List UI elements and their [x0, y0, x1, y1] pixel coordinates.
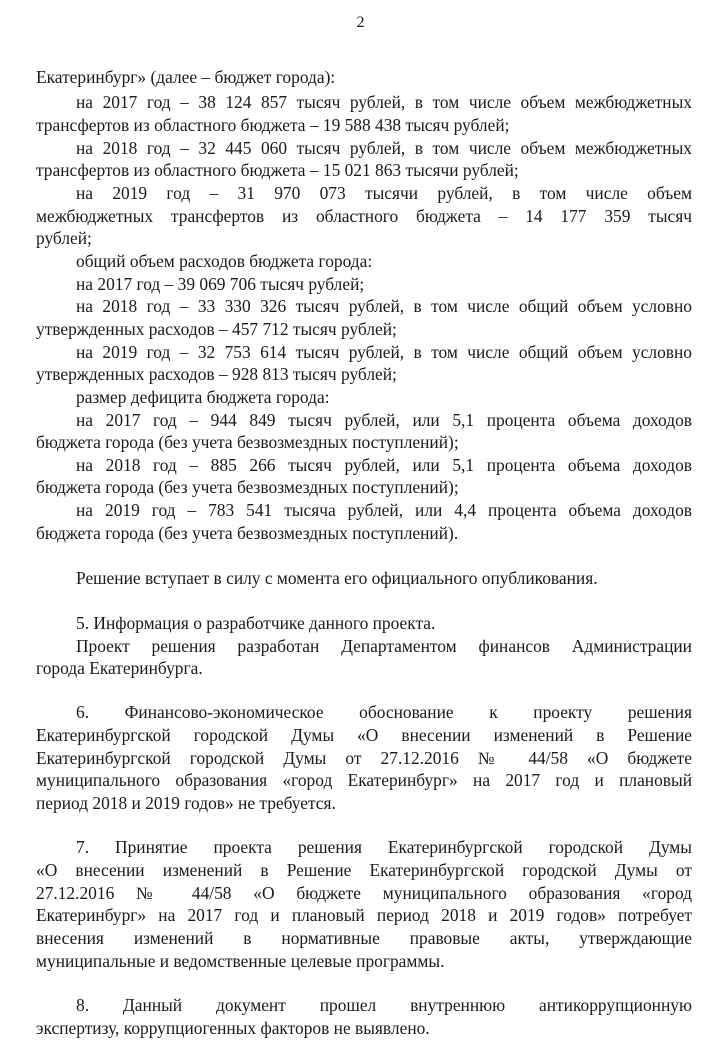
text-line: внесения изменений в нормативные правовые акты, утверждающие — [36, 928, 692, 948]
text-line: утвержденных расходов – 457 712 тысяч рублей; — [36, 319, 397, 339]
text-line: 8. Данный документ прошел внутреннюю антикоррупционную — [76, 995, 692, 1015]
text-line: Решение вступает в силу с момента его официального опубликования. — [76, 568, 598, 588]
text-line: Екатеринбург» (далее – бюджет города): — [36, 67, 336, 87]
text-line: Екатеринбургской городской Думы от 27.12.2016 № 44/58 «О бюджете — [36, 748, 692, 768]
text-line: муниципальные и ведомственные целевые программы. — [36, 951, 445, 971]
text-line: на 2017 год – 944 849 тысяч рублей, или 5,1 процента объема доходов — [76, 410, 692, 430]
text-line: период 2018 и 2019 годов» не требуется. — [36, 793, 336, 813]
text-line: на 2019 год – 31 970 073 тысячи рублей, в том числе объем — [76, 183, 692, 203]
text-line: на 2017 год – 39 069 706 тысяч рублей; — [76, 274, 365, 294]
text-line: межбюджетных трансфертов из областного бюджета – 14 177 359 тысяч — [36, 206, 692, 226]
text-line: Екатеринбург» на 2017 год и плановый период 2018 и 2019 годов» потребует — [36, 905, 692, 925]
text-line: на 2019 год – 783 541 тысяча рублей, или 4,4 процента объема доходов — [76, 500, 692, 520]
text-line: 7. Принятие проекта решения Екатеринбургской городской Думы — [76, 837, 692, 857]
text-line: утвержденных расходов – 928 813 тысяч рублей; — [36, 364, 397, 384]
text-line: на 2018 год – 885 266 тысяч рублей, или 5,1 процента объема доходов — [76, 455, 692, 475]
text-line: на 2018 год – 33 330 326 тысяч рублей, в том числе общий объем условно — [76, 296, 692, 316]
text-line: размер дефицита бюджета города: — [76, 387, 330, 407]
text-line: муниципального образования «город Екатеринбург» на 2017 год и плановый — [36, 770, 692, 790]
text-line: трансфертов из областного бюджета – 19 588 438 тысяч рублей; — [36, 115, 510, 135]
text-line: 27.12.2016 № 44/58 «О бюджете муниципального образования «город — [36, 883, 692, 903]
text-line: трансфертов из областного бюджета – 15 021 863 тысячи рублей; — [36, 160, 519, 180]
text-line: 6. Финансово-экономическое обоснование к проекту решения — [76, 702, 692, 722]
text-line: экспертизу, коррупциогенных факторов не выявлено. — [36, 1018, 430, 1038]
text-line: Екатеринбургской городской Думы «О внесении изменений в Решение — [36, 725, 692, 745]
text-line: города Екатеринбурга. — [36, 658, 203, 678]
text-line: бюджета города (без учета безвозмездных поступлений). — [36, 523, 459, 543]
text-line: «О внесении изменений в Решение Екатеринбургской городской Думы от — [36, 860, 692, 880]
text-line: на 2018 год – 32 445 060 тысяч рублей, в том числе объем межбюджетных — [76, 138, 692, 158]
text-line: на 2017 год – 38 124 857 тысяч рублей, в том числе объем межбюджетных — [76, 92, 692, 112]
text-line: Проект решения разработан Департаментом финансов Администрации — [76, 636, 692, 656]
text-line: на 2019 год – 32 753 614 тысяч рублей, в том числе общий объем условно — [76, 342, 692, 362]
text-line: рублей; — [36, 228, 92, 248]
text-line: бюджета города (без учета безвозмездных поступлений); — [36, 432, 459, 452]
page-number: 2 — [356, 14, 365, 31]
text-line: бюджета города (без учета безвозмездных поступлений); — [36, 477, 459, 497]
text-line: 5. Информация о разработчике данного проекта. — [76, 613, 436, 633]
text-line: общий объем расходов бюджета города: — [76, 251, 373, 271]
